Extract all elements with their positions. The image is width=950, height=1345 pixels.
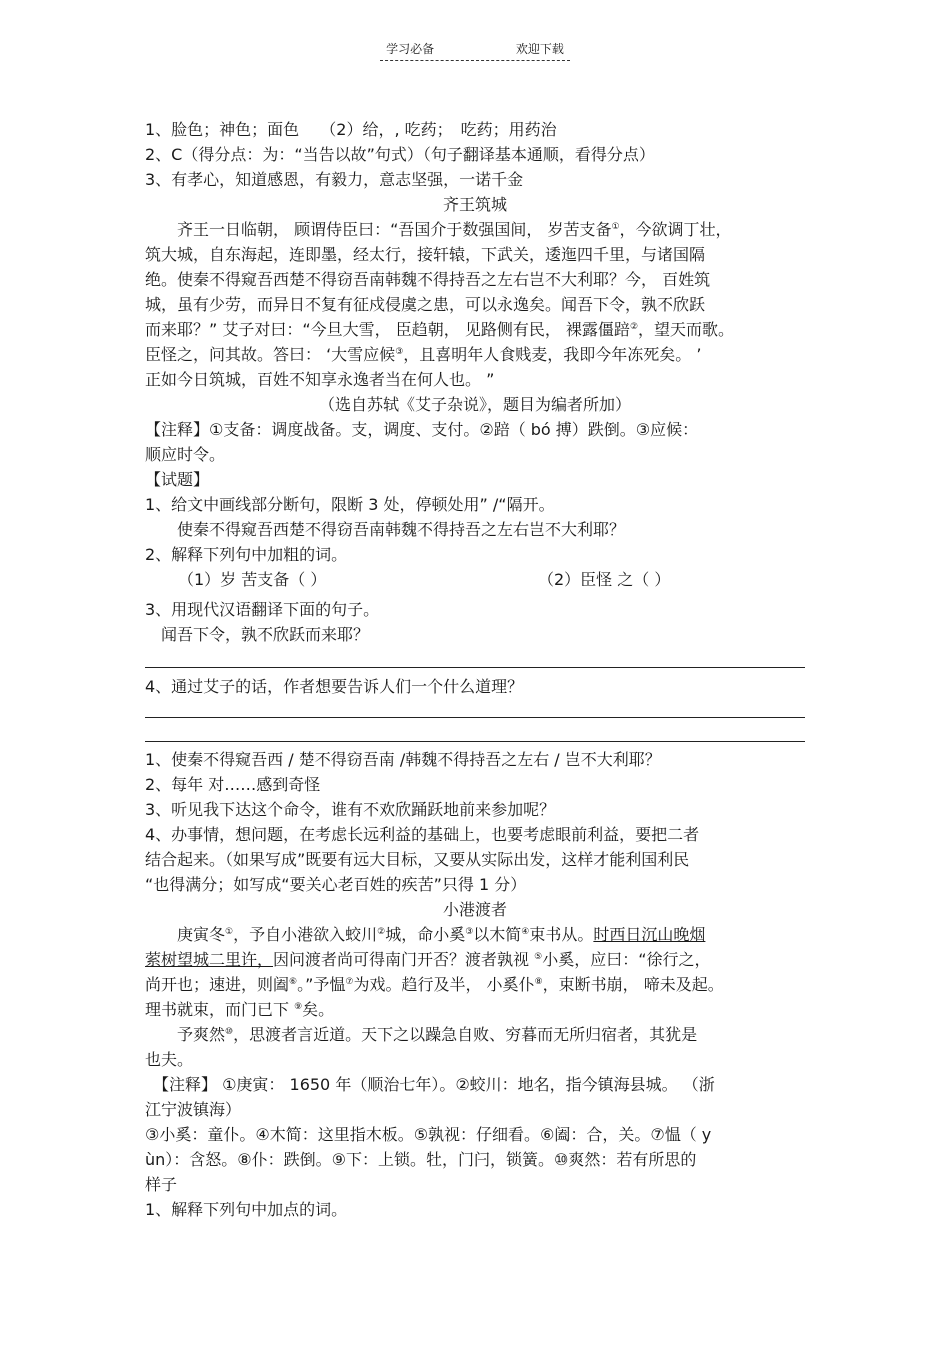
text-line: 正如今日筑城，百姓不知享永逸者当在何人也。 ” <box>145 370 495 389</box>
answer-key-4: “也得满分；如写成“要关心老百姓的疾苦”只得 1 分） <box>145 875 527 894</box>
question-2a: （1）岁 苦支备（ ） <box>178 570 327 589</box>
text-line: 而来耶？” 艾子对曰：“今旦大雪， 臣趋朝， 见路侧有民， 裸露僵踣②，望天而歌。 <box>145 320 735 339</box>
header-left: 学习必备 <box>386 42 435 56</box>
text-line: 也夫。 <box>145 1050 194 1069</box>
text-line: 绝。使秦不得窥吾西楚不得窃吾南韩魏不得持吾之左右岂不大利耶？今， 百姓筑 <box>145 270 711 289</box>
note-line: 顺应时令。 <box>145 445 226 464</box>
note-line: 江宁波镇海） <box>145 1100 242 1119</box>
answer-rule <box>145 717 805 718</box>
note-line: 样子 <box>145 1175 178 1194</box>
footnote-mark: ② <box>629 322 639 332</box>
text-line: 庚寅冬①，予自小港欲入蛟川②城，命小奚③以木简④束书从。时西日沉山晚烟 <box>145 925 706 944</box>
note-line: ùn）：含怒。⑧仆：跌倒。⑨下：上锁。牡，门闩，锁簧。⑩爽然：若有所思的 <box>145 1150 697 1169</box>
note-line: ③小奚：童仆。④木简：这里指木板。⑤孰视：仔细看。⑥阖：合，关。⑦愠（ y <box>145 1125 712 1144</box>
title-qiwang: 齐王筑城 <box>442 195 507 214</box>
section-label: 【试题】 <box>145 470 210 489</box>
footnote-mark: ① <box>611 222 620 232</box>
question-2: 2、解释下列句中加粗的词。 <box>145 545 348 564</box>
answer-key-4: 4、办事情，想问题，在考虑长远利益的基础上，也要考虑眼前利益，要把二者 <box>145 825 700 844</box>
text-line: 臣怪之，问其故。答曰： ‘大雪应候③，且喜明年人食贱麦，我即今年冻死矣。 ’ <box>145 345 702 364</box>
answer-line-3: 3、有孝心，知道感恩，有毅力，意志坚强，一诺千金 <box>145 170 524 189</box>
header-rule <box>380 40 570 61</box>
answer-key-3: 3、听见我下达这个命令，谁有不欢欣踊跃地前来参加呢？ <box>145 800 556 819</box>
underlined-phrase: 萦树望城二里许， <box>145 950 274 969</box>
question-3: 3、用现代汉语翻译下面的句子。 <box>145 600 380 619</box>
answer-rule <box>145 667 805 668</box>
question-3-text: 闻吾下令，孰不欣跃而来耶？ <box>145 625 370 644</box>
question-1-text: 使秦不得窥吾西楚不得窃吾南韩魏不得持吾之左右岂不大利耶？ <box>145 520 626 539</box>
underlined-phrase: 时西日沉山晚烟 <box>593 925 706 944</box>
answer-line-1: 1、脸色；神色；面色 （2）给，, 吃药； 吃药；用药治 <box>145 120 557 139</box>
question-4: 4、通过艾子的话，作者想要告诉人们一个什么道理？ <box>145 677 524 696</box>
footnote-mark: ③ <box>395 347 404 357</box>
text-line: 城，虽有少劳，而异日不复有征戍侵虞之患，可以永逸矣。闻吾下令，孰不欣跃 <box>145 295 706 314</box>
title-xiaogang: 小港渡者 <box>442 900 507 919</box>
text-line: 理书就束，而门已下 ⑨矣。 <box>145 1000 335 1019</box>
answer-key-1: 1、使秦不得窥吾西 / 楚不得窃吾南 /韩魏不得持吾之左右 / 岂不大利耶？ <box>145 750 661 769</box>
header-right: 欢迎下载 <box>515 42 564 56</box>
answer-rule <box>145 741 805 742</box>
answer-key-4: 结合起来。（如果写成”既要有远大目标，又要从实际出发，这样才能利国利民 <box>145 850 690 869</box>
answer-key-2: 2、每年 对……感到奇怪 <box>145 775 321 794</box>
question-2b: （2）臣怪 之（ ） <box>538 570 671 589</box>
page-header <box>0 40 950 61</box>
note-line: 【注释】①支备：调度战备。支，调度、支付。②踣（ bó 搏）跌倒。③应候： <box>145 420 699 439</box>
text-line: 筑大城，自东海起，连即墨，经太行，接轩辕，下武关，逶迤四千里，与诸国隔 <box>145 245 706 264</box>
text-line: 萦树望城二里许，因问渡者尚可得南门开否？渡者孰视 ⑤小奚，应曰：“徐行之， <box>145 950 711 969</box>
answer-line-2: 2、C（得分点：为：“当告以故”句式）（句子翻译基本通顺，看得分点） <box>145 145 655 164</box>
text-line: 予爽然⑩，思渡者言近道。天下之以躁急自败、穷暮而无所归宿者，其犹是 <box>145 1025 698 1044</box>
question-1: 1、给文中画线部分断句，限断 3 处，停顿处用” /“隔开。 <box>145 495 555 514</box>
text-line: 尚开也；速进，则阖⑥。”予愠⑦为戏。趋行及半， 小奚仆⑧，束断书崩， 啼未及起。 <box>145 975 724 994</box>
source-line: （选自苏轼《艾子杂说》，题目为编者所加） <box>318 395 631 414</box>
question-line: 1、解释下列句中加点的词。 <box>145 1200 348 1219</box>
note-line: 【注释】 ①庚寅： 1650 年（顺治七年）。②蛟川：地名，指今镇海县城。 （浙 <box>145 1075 715 1094</box>
text-line: 齐王一日临朝， 顾谓侍臣曰：“吾国介于数强国间， 岁苦支备①，今欲调丁壮， <box>145 220 732 239</box>
